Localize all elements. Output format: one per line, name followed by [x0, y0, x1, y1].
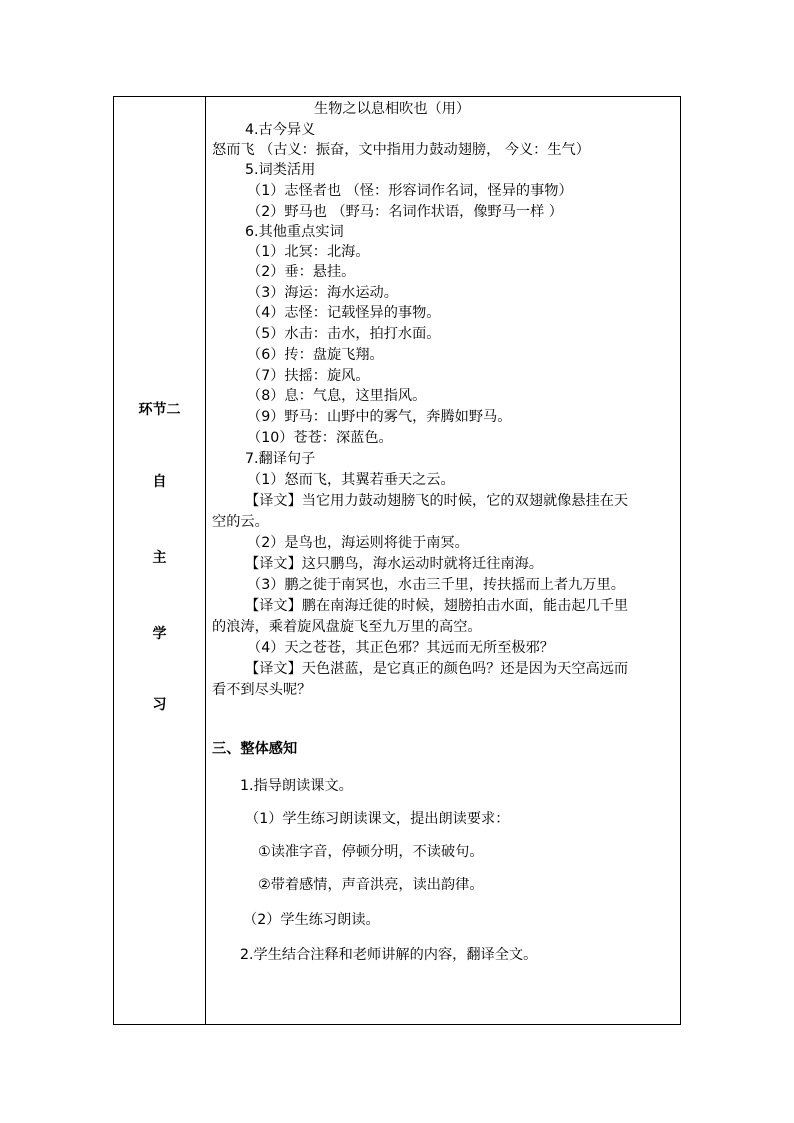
text-line: 空的云。: [212, 514, 269, 530]
text-line: ②带着感情，声音洪亮，读出韵律。: [258, 877, 484, 893]
section-label-cell: [114, 97, 205, 1024]
list-item: （10）苍苍：深蓝色。: [247, 430, 393, 446]
list-item: （8）息：气息，这里指风。: [247, 388, 427, 404]
section-label-char: 学: [152, 626, 167, 642]
text-line: （4）天之苍苍，其正色邪？其远而无所至极邪？: [247, 640, 554, 656]
text-line: ①读准字音，停顿分明，不读破句。: [258, 844, 484, 860]
section-heading: 4.古今异义: [245, 122, 316, 138]
lesson-table: [113, 96, 681, 1025]
text-line: 【译文】这只鹏鸟，海水运动时就将迁往南海。: [245, 556, 543, 572]
text-line: 【译文】天色湛蓝，是它真正的颜色吗？还是因为天空高远而: [245, 661, 629, 677]
text-line: （1）学生练习朗读课文，提出朗读要求：: [245, 811, 510, 827]
text-line: （2）是鸟也，海运则将徙于南冥。: [247, 535, 469, 551]
text-line: 生物之以息相吹也（用）: [314, 101, 471, 117]
section-label-char: 自: [152, 474, 167, 490]
text-line: 的浪涛，乘着旋风盘旋飞至九万里的高空。: [212, 619, 482, 635]
section-label-char: 习: [152, 697, 167, 713]
section-heading: 6.其他重点实词: [245, 224, 344, 240]
text-line: 【译文】当它用力鼓动翅膀飞的时候，它的双翅就像悬挂在天: [245, 493, 629, 509]
column-divider: [205, 97, 206, 1024]
section-heading: 7.翻译句子: [245, 451, 316, 467]
section-title: 三、整体感知: [212, 741, 298, 757]
section-label-title: 环节二: [138, 402, 181, 418]
text-line: 【译文】鹏在南海迁徙的时候，翅膀拍击水面，能击起几千里: [245, 598, 629, 614]
text-line: （1）怒而飞，其翼若垂天之云。: [247, 472, 455, 488]
section-label-char: 主: [152, 550, 167, 566]
text-line: （1）志怪者也 （怪：形容词作名词，怪异的事物）: [247, 183, 573, 199]
text-line: 看不到尽头呢？: [212, 682, 312, 698]
list-item: （6）抟：盘旋飞翔。: [247, 347, 384, 363]
list-item: （4）志怪：记载怪异的事物。: [247, 305, 441, 321]
list-item: （1）北冥：北海。: [247, 244, 370, 260]
text-line: （2）学生练习朗读。: [243, 912, 380, 928]
list-item: （5）水击：击水，拍打水面。: [247, 326, 441, 342]
text-line: （2）野马也 （野马：名词作状语，像野马一样 ）: [247, 204, 563, 220]
list-item: （2）垂：悬挂。: [247, 264, 356, 280]
text-line: （3）鹏之徙于南冥也，水击三千里，抟扶摇而上者九万里。: [247, 577, 625, 593]
section-heading: 5.词类活用: [245, 162, 316, 178]
list-item: （7）扶摇：旋风。: [247, 368, 370, 384]
text-line: 1.指导朗读课文。: [240, 778, 353, 794]
list-item: （9）野马：山野中的雾气，奔腾如野马。: [247, 409, 512, 425]
list-item: （3）海运：海水运动。: [247, 285, 398, 301]
text-line: 怒而飞 （古义：振奋，文中指用力鼓动翅膀， 今义：生气）: [212, 142, 590, 158]
text-line: 2.学生结合注释和老师讲解的内容，翻译全文。: [240, 947, 538, 963]
